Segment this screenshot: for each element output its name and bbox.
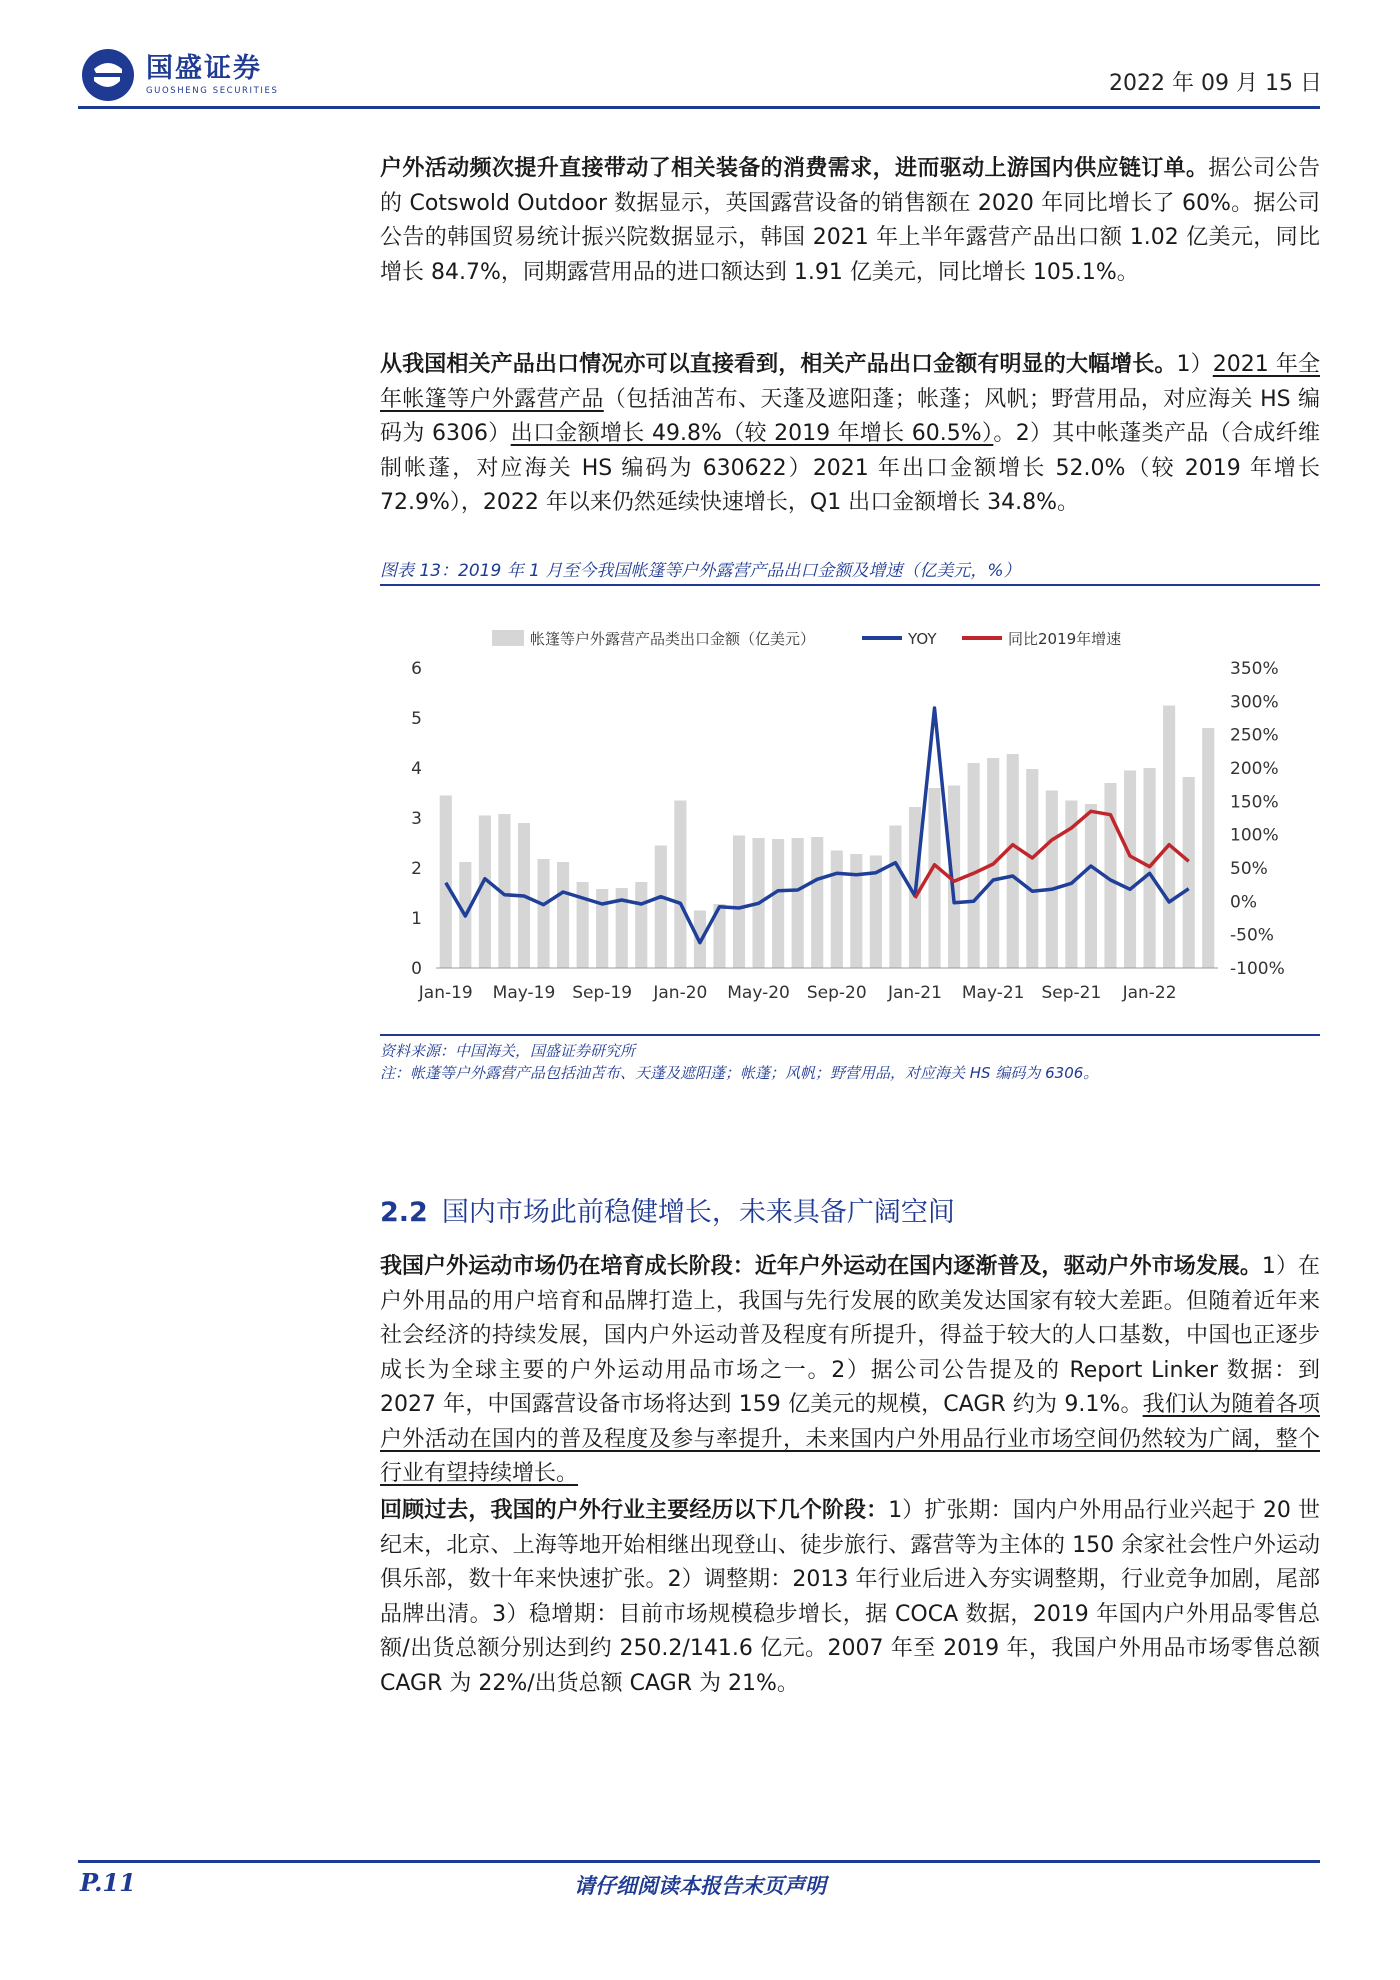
bar (928, 788, 940, 968)
guosheng-logo-icon (80, 47, 136, 103)
logo-en-text: GUOSHENG SECURITIES (146, 86, 279, 96)
bar (635, 882, 647, 968)
bar-series (440, 706, 1215, 969)
figure-top-rule (380, 584, 1320, 586)
x-axis-ticks (418, 983, 1177, 1003)
bar (1202, 728, 1214, 968)
x-tick-label: Jan-20 (653, 983, 708, 1003)
bar (831, 851, 843, 969)
x-tick-label: Jan-19 (418, 983, 473, 1003)
bar (537, 859, 549, 968)
y-right-tick-label: 0% (1230, 892, 1257, 913)
figure-bottom-rule (380, 1034, 1320, 1036)
footer-divider (78, 1860, 1320, 1863)
y-right-tick-label: 350% (1230, 659, 1279, 679)
bar (655, 846, 667, 969)
y-right-tick-label: 300% (1230, 692, 1279, 713)
y-left-tick-label: 2 (411, 859, 422, 879)
paragraph-2-text-b: （包括油苫布、天蓬及遮阳蓬；帐蓬；风帆；野营用品，对应海关 HS 编码为 6306） (380, 386, 1320, 446)
paragraph-3 (380, 1250, 1320, 1492)
x-tick-label: May-21 (961, 983, 1025, 1003)
x-tick-label: Sep-21 (1041, 983, 1102, 1003)
footer-disclaimer: 请仔细阅读本报告末页声明 (574, 1874, 826, 1898)
paragraph-3-lead: 我国户外运动市场仍在培育成长阶段：近年户外运动在国内逐渐普及，驱动户外市场发展。 (380, 1254, 1262, 1279)
bar (557, 862, 569, 968)
report-date: 2022 年 09 月 15 日 (1109, 71, 1322, 96)
figure-title: 图表 13：2019 年 1 月至今我国帐篷等户外露营产品出口金额及增速（亿美元，%） (380, 561, 1021, 581)
bar (968, 763, 980, 968)
figure-note: 注：帐蓬等户外露营产品包括油苫布、天蓬及遮阳蓬；帐蓬；风帆；野营用品，对应海关 HS 编码为 6306。 (380, 1064, 1099, 1082)
x-tick-label: Sep-20 (806, 983, 867, 1003)
x-tick-label: May-20 (727, 983, 790, 1003)
bar (772, 839, 784, 968)
bar (596, 889, 608, 968)
company-logo (80, 44, 279, 106)
bar (889, 826, 901, 969)
bar (811, 837, 823, 968)
legend-label-yoy: YOY (908, 630, 937, 648)
paragraph-4-lead: 回顾过去，我国的户外行业主要经历以下几个阶段： (380, 1498, 889, 1523)
paragraph-3-underline: 我们认为随着各项户外活动在国内的普及程度及参与率提升，未来国内户外用品行业市场空间仍然较为广阔，整个行业有望持续增长。 (380, 1392, 1320, 1486)
y-right-tick-label: -100% (1230, 959, 1285, 979)
page-number: P.11 (80, 1868, 136, 1897)
x-tick-label: May-19 (492, 983, 556, 1003)
bar (1026, 769, 1038, 968)
y-axis-right (1230, 659, 1285, 979)
y-left-tick-label: 6 (411, 659, 422, 679)
y-right-tick-label: 150% (1230, 792, 1279, 813)
section-heading (380, 1190, 955, 1229)
bar (674, 801, 686, 969)
y-left-tick-label: 0 (411, 959, 422, 979)
bar (1085, 804, 1097, 968)
paragraph-4 (380, 1494, 1320, 1701)
y-left-tick-label: 3 (411, 809, 422, 829)
bar (440, 796, 452, 969)
bar (850, 854, 862, 968)
bar (1124, 771, 1136, 969)
x-tick-label: Jan-21 (887, 983, 942, 1003)
y-right-tick-label: 50% (1230, 859, 1268, 879)
bar (1183, 777, 1195, 968)
y-right-tick-label: 100% (1230, 825, 1279, 846)
paragraph-4-body: 1）扩张期：国内户外用品行业兴起于 20 世纪末，北京、上海等地开始相继出现登山、徒步旅行、露营等为主体的 150 余家社会性户外运动俱乐部，数十年来快速扩张。2）调整期：2013 年行业后进入夯实调整期，行业竞争加剧，尾部品牌出清。3）稳增期：目前市场规模稳步增长，据 COCA 数据，2019 年国内户外用品零售总额/出货总额分别达到约 250.2/141.6 亿元。2007 年至 2019 年，我国户外用品市场零售总额 CAGR 为 22%/出货总额 CAGR 为 21%。 (380, 1498, 1320, 1696)
y-right-tick-label: -50% (1230, 925, 1274, 946)
paragraph-2-lead: 从我国相关产品出口情况亦可以直接看到，相关产品出口金额有明显的大幅增长。 (380, 352, 1177, 377)
figure-source: 资料来源：中国海关，国盛证券研究所 (380, 1042, 636, 1060)
y-left-tick-label: 4 (411, 759, 422, 779)
export-chart (380, 600, 1320, 1020)
chart-legend (492, 630, 1121, 648)
paragraph-1-lead: 户外活动频次提升直接带动了相关装备的消费需求，进而驱动上游国内供应链订单。 (380, 156, 1209, 181)
y-left-tick-label: 1 (411, 909, 422, 929)
paragraph-2-underline-a: 2021 年全年帐篷等户外露营产品 (380, 352, 1320, 412)
paragraph-1 (380, 152, 1320, 290)
bar (1163, 706, 1175, 969)
paragraph-1-body: 据公司公告的 Cotswold Outdoor 数据显示，英国露营设备的销售额在 2020 年同比增长了 60%。据公司公告的韩国贸易统计振兴院数据显示，韩国 2021 年上半年露营产品出口额 1.02 亿美元，同比增长 84.7%，同期露营用品的进口额达到 1.91 亿美元，同比增长 105.1%。 (380, 156, 1320, 285)
bar (733, 836, 745, 969)
bar (479, 816, 491, 969)
section-number: 2.2 (380, 1197, 428, 1228)
paragraph-2-text-c: 。2）其中帐蓬类产品（合成纤维制帐蓬，对应海关 HS 编码为 630622）2021 年出口金额增长 52.0%（较 2019 年增长 72.9%），2022 年以来仍然延续快速增长，Q1 出口金额增长 34.8%。 (380, 421, 1320, 515)
legend-swatch-bar (492, 630, 524, 646)
y-right-tick-label: 250% (1230, 725, 1279, 746)
paragraph-2-underline-b: 出口金额增长 49.8%（较 2019 年增长 60.5%） (510, 421, 994, 446)
x-tick-label: Sep-19 (572, 983, 633, 1003)
y-axis-left (411, 659, 422, 979)
legend-label-bar: 帐篷等户外露营产品类出口金额（亿美元） (530, 630, 816, 648)
bar (1007, 754, 1019, 968)
y-right-tick-label: 200% (1230, 759, 1279, 779)
bar (792, 838, 804, 968)
paragraph-2-text-a: 1） (1176, 352, 1213, 377)
paragraph-2 (380, 348, 1320, 521)
logo-cn-text: 国盛证券 (146, 53, 262, 84)
bar (1046, 791, 1058, 969)
header-divider (78, 106, 1320, 109)
y-left-tick-label: 5 (411, 709, 422, 729)
paragraph-3-body: 1）在户外用品的用户培育和品牌打造上，我国与先行发展的欧美发达国家有较大差距。但随着近年来社会经济的持续发展，国内户外运动普及程度有所提升，得益于较大的人口基数，中国也正逐步成长为全球主要的户外运动用品市场之一。2）据公司公告提及的 Report Linker 数据：到 2027 年，中国露营设备市场将达到 159 亿美元的规模，CAGR 约为 9.1%。 (380, 1254, 1320, 1417)
x-tick-label: Jan-22 (1122, 983, 1177, 1003)
section-title: 国内市场此前稳健增长，未来具备广阔空间 (441, 1197, 955, 1228)
legend-label-vs2019: 同比2019年增速 (1008, 630, 1122, 648)
